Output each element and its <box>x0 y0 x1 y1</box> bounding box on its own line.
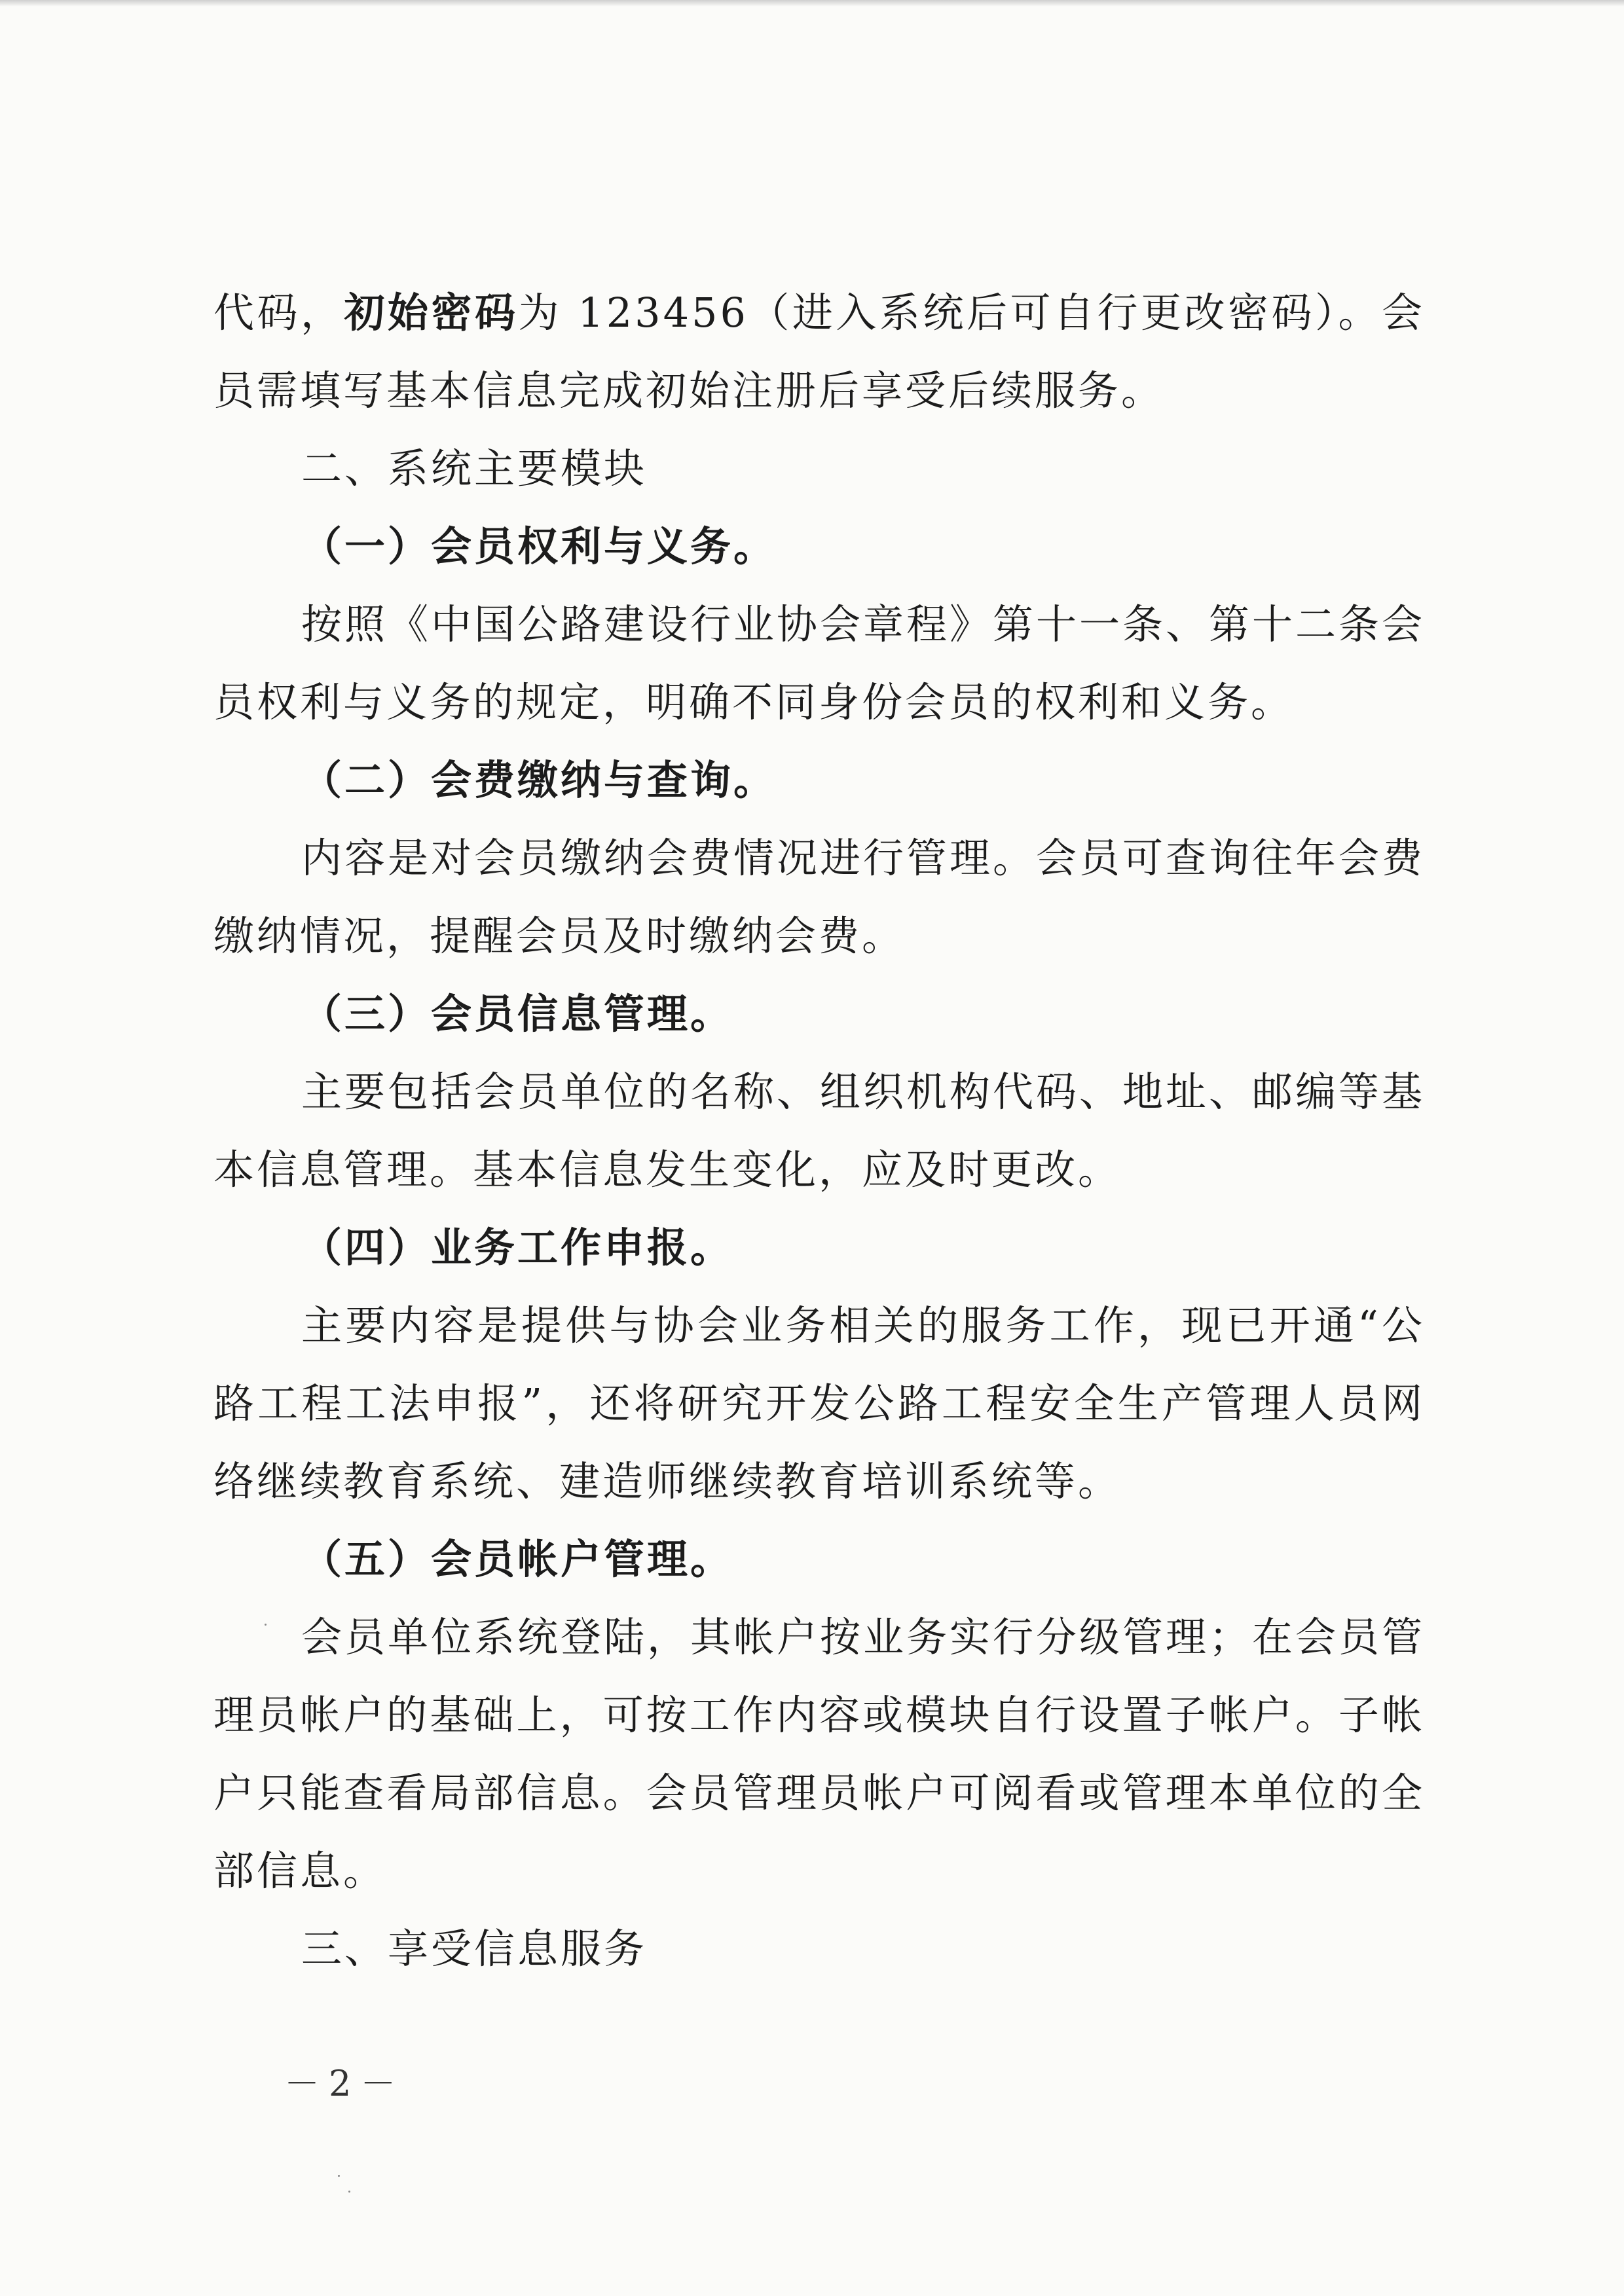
paragraph-text: 为 123456（进入系统后可自行更改密码）。会员需填写基本信息完成初始注册后享受后续服务。 <box>213 289 1425 414</box>
page-number: －2－ <box>284 2063 405 2104</box>
scan-speck <box>338 2175 340 2177</box>
subsection-heading-3: （三）会员信息管理。 <box>301 990 734 1038</box>
section-heading-3: 三、享受信息服务 <box>301 1925 648 1973</box>
subsection-body-3: 主要包括会员单位的名称、组织机构代码、地址、邮编等基本信息管理。基本信息发生变化，应及时更改。 <box>213 1068 1426 1194</box>
subsection-body-5: 会员单位系统登陆，其帐户按业务实行分级管理；在会员管理员帐户的基础上，可按工作内容或模块自行设置子帐户。子帐户只能查看局部信息。会员管理员帐户可阅看或管理本单位的全部信息。 <box>213 1613 1426 1895</box>
subsection-body-2: 内容是对会员缴纳会费情况进行管理。会员可查询往年会费缴纳情况，提醒会员及时缴纳会费。 <box>213 834 1426 960</box>
scan-speck <box>348 2191 350 2193</box>
subsection-body-1: 按照《中国公路建设行业协会章程》第十一条、第十二条会员权利与义务的规定，明确不同身份会员的权利和义务。 <box>213 600 1426 726</box>
scan-top-edge <box>0 0 1624 7</box>
subsection-body-4: 主要内容是提供与协会业务相关的服务工作，现已开通“公路工程工法申报”，还将研究开发公路工程安全生产管理人员网络继续教育系统、建造师继续教育培训系统等。 <box>213 1302 1425 1505</box>
paragraph-initial-password <box>213 274 1425 429</box>
subsection-heading-2: （二）会费缴纳与查询。 <box>301 756 777 804</box>
scan-speck <box>265 1624 267 1626</box>
bold-term: 初始密码 <box>344 289 519 337</box>
subsection-heading-5: （五）会员帐户管理。 <box>301 1535 734 1583</box>
section-heading-2: 二、系统主要模块 <box>301 445 648 492</box>
paragraph-text: 代码， <box>213 289 344 337</box>
page-body <box>213 274 1425 1988</box>
subsection-heading-1: （一）会员权利与义务。 <box>301 522 777 570</box>
subsection-heading-4: （四）业务工作申报。 <box>301 1224 734 1271</box>
